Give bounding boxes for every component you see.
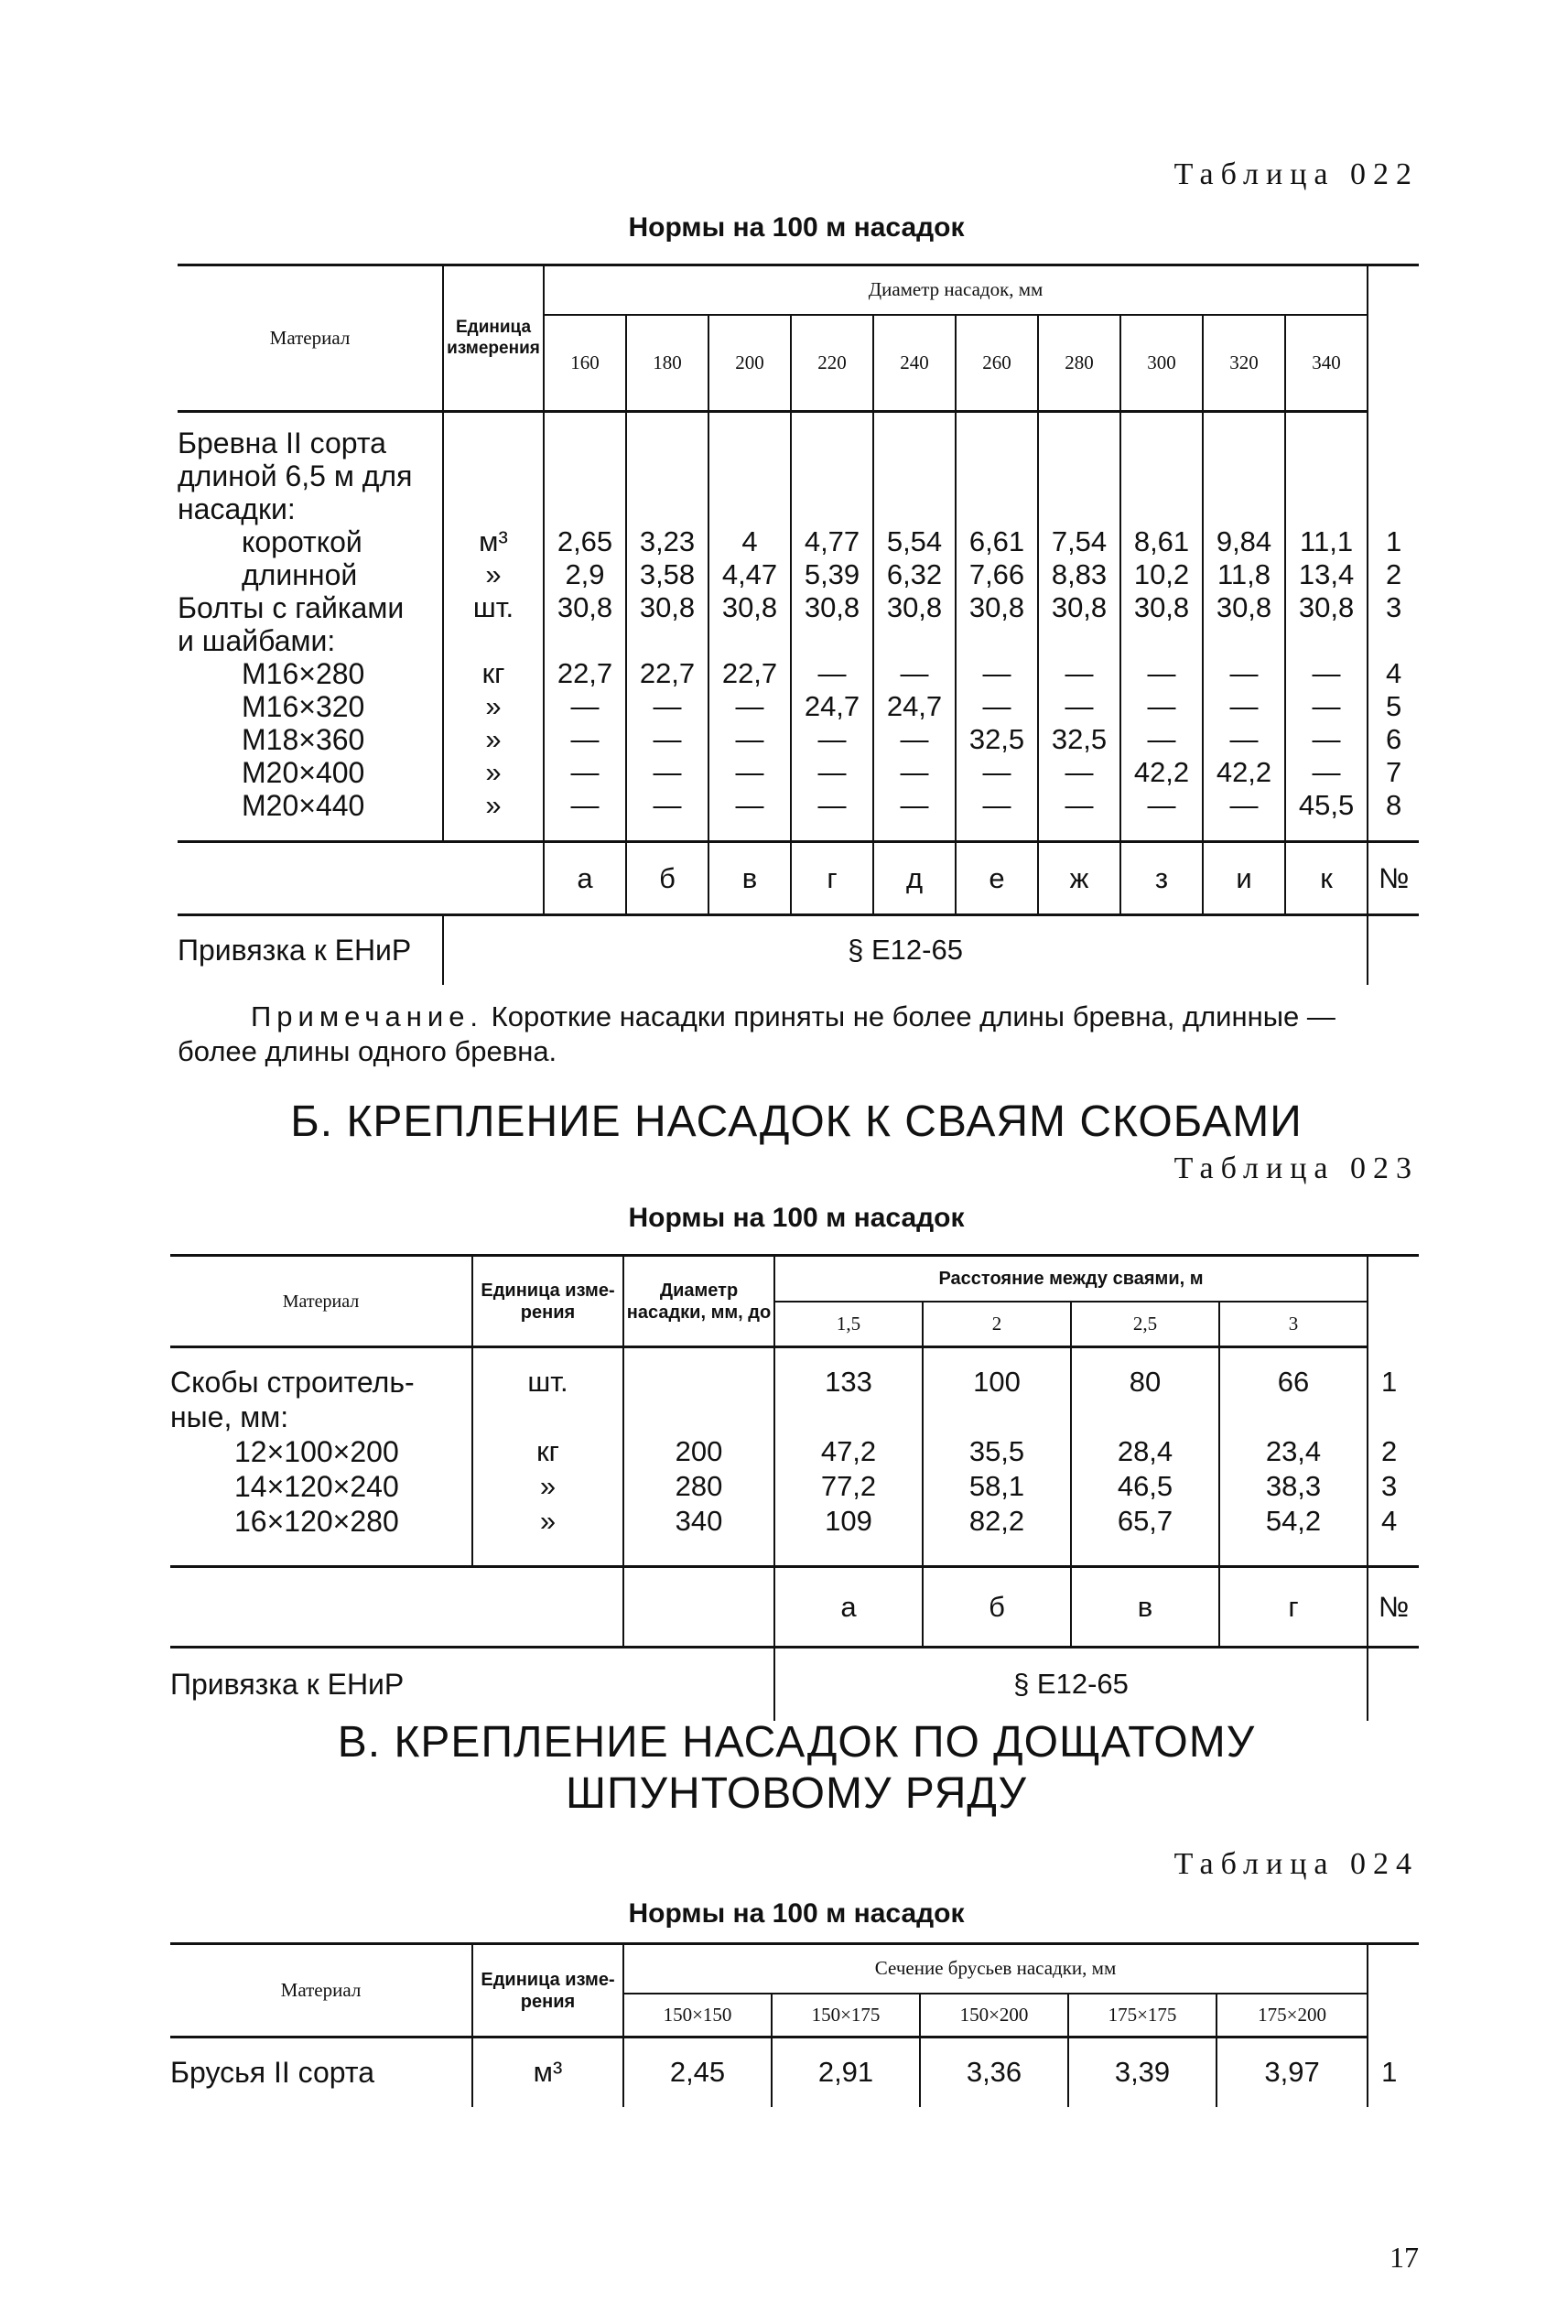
column-letter: б (923, 1567, 1071, 1648)
number-sign: № (1368, 1567, 1419, 1648)
distance-header: 2,5 (1071, 1302, 1219, 1347)
value-cell: — (1038, 690, 1120, 723)
column-letter: б (626, 842, 708, 915)
value-cell: 28,4 (1071, 1435, 1219, 1470)
section-v-heading-line2: ШПУНТОВОМУ РЯДУ (566, 1769, 1027, 1818)
diameter-header: 260 (956, 315, 1038, 412)
value-cell (1120, 624, 1203, 657)
value-cell: 7,54 (1038, 525, 1120, 558)
table-row (170, 1470, 1419, 1505)
value-cell (626, 427, 708, 525)
table-row (170, 1435, 1419, 1470)
unit-cell: » (472, 1470, 623, 1505)
table-row (178, 756, 1419, 789)
table-row (178, 591, 1419, 624)
table-022 (178, 264, 1419, 985)
value-cell: 47,2 (774, 1435, 923, 1470)
unit-cell (443, 624, 544, 657)
unit-cell: шт. (443, 591, 544, 624)
value-cell (1071, 1400, 1219, 1435)
row-number (1368, 427, 1419, 525)
diameter-header: 180 (626, 315, 708, 412)
value-cell: 24,7 (873, 690, 956, 723)
value-cell: — (873, 657, 956, 690)
material-name: М20×400 (178, 756, 443, 789)
value-cell (1219, 1400, 1368, 1435)
reference-row (178, 915, 1419, 985)
column-letter: а (544, 842, 626, 915)
value-cell: — (1120, 789, 1203, 822)
table-row (170, 1400, 1419, 1435)
column-letter: ж (1038, 842, 1120, 915)
value-cell: 32,5 (1038, 723, 1120, 756)
value-cell (1120, 427, 1203, 525)
value-cell: — (1203, 690, 1285, 723)
value-cell: — (873, 756, 956, 789)
diameter-header: 240 (873, 315, 956, 412)
value-cell: 11,1 (1285, 525, 1368, 558)
value-cell: — (1203, 723, 1285, 756)
material-name: ные, мм: (170, 1400, 472, 1435)
value-cell: — (708, 723, 791, 756)
unit-cell: » (443, 690, 544, 723)
letters-row (170, 1567, 1419, 1648)
value-cell: 30,8 (708, 591, 791, 624)
number-sign: № (1368, 842, 1419, 915)
value-cell: — (791, 723, 873, 756)
header-section-group: Сечение брусьев насадки, мм (623, 1944, 1368, 1994)
value-cell: — (544, 756, 626, 789)
value-cell: — (626, 789, 708, 822)
value-cell: 3,58 (626, 558, 708, 591)
material-name: М20×440 (178, 789, 443, 822)
value-cell (1285, 624, 1368, 657)
unit-cell: шт. (472, 1366, 623, 1400)
value-cell: — (626, 756, 708, 789)
table-023-label: Таблица 023 (1173, 1151, 1419, 1185)
value-cell: 3,39 (1068, 2038, 1217, 2107)
value-cell: — (626, 690, 708, 723)
value-cell: — (1285, 690, 1368, 723)
column-letter: г (1219, 1567, 1368, 1648)
value-cell: 30,8 (791, 591, 873, 624)
value-cell: — (1120, 723, 1203, 756)
value-cell: — (956, 789, 1038, 822)
header-diameter: Диаметр насадки, мм, до (623, 1256, 774, 1347)
row-number: 7 (1385, 755, 1402, 788)
value-cell (956, 624, 1038, 657)
diameter-cell (623, 1366, 774, 1400)
header-material: Материал (178, 265, 443, 412)
value-cell: 6,61 (956, 525, 1038, 558)
value-cell: 8,83 (1038, 558, 1120, 591)
column-letter: в (1071, 1567, 1219, 1648)
distance-header: 3 (1219, 1302, 1368, 1347)
section-header: 175×175 (1068, 1994, 1217, 2038)
row-number: 3 (1385, 590, 1402, 623)
value-cell: 2,65 (544, 525, 626, 558)
row-number: 1 (1381, 2055, 1398, 2088)
material-name: 14×120×240 (170, 1470, 472, 1505)
reference-value: § Е12-65 (774, 1648, 1368, 1721)
value-cell: — (1120, 657, 1203, 690)
diameter-header: 160 (544, 315, 626, 412)
value-cell: 2,9 (544, 558, 626, 591)
row-number: 1 (1381, 1365, 1398, 1398)
value-cell (923, 1400, 1071, 1435)
section-header: 175×200 (1217, 1994, 1368, 2038)
value-cell: 4,77 (791, 525, 873, 558)
table-row (178, 624, 1419, 657)
value-cell: 22,7 (544, 657, 626, 690)
column-letter: г (791, 842, 873, 915)
value-cell: 22,7 (626, 657, 708, 690)
value-cell: 8,61 (1120, 525, 1203, 558)
value-cell: — (1285, 657, 1368, 690)
value-cell: — (1285, 756, 1368, 789)
value-cell (1038, 624, 1120, 657)
value-cell: — (1038, 756, 1120, 789)
header-unit: Единица изме-рения (472, 1256, 623, 1347)
value-cell: 80 (1071, 1366, 1219, 1400)
table-row (170, 2038, 1419, 2107)
value-cell: 3,23 (626, 525, 708, 558)
table-row (178, 690, 1419, 723)
reference-value: § Е12-65 (443, 915, 1368, 985)
value-cell: 3,97 (1217, 2038, 1368, 2107)
table-row (170, 1505, 1419, 1540)
value-cell: 30,8 (544, 591, 626, 624)
header-distance-group: Расстояние между сваями, м (774, 1256, 1368, 1302)
table-022-note (178, 1000, 1422, 1069)
material-name: длинной (178, 558, 443, 591)
row-number: 4 (1381, 1504, 1398, 1537)
value-cell: — (956, 756, 1038, 789)
value-cell: — (708, 756, 791, 789)
material-name: Брусья II сорта (170, 2038, 472, 2107)
reference-row (170, 1648, 1419, 1721)
value-cell: 46,5 (1071, 1470, 1219, 1505)
value-cell: 109 (774, 1505, 923, 1540)
value-cell: — (873, 723, 956, 756)
value-cell: — (1038, 789, 1120, 822)
value-cell: 11,8 (1203, 558, 1285, 591)
value-cell: — (1203, 789, 1285, 822)
value-cell (708, 624, 791, 657)
diameter-cell (623, 1400, 774, 1435)
table-row (178, 657, 1419, 690)
value-cell: — (791, 657, 873, 690)
value-cell: 24,7 (791, 690, 873, 723)
row-number: 2 (1381, 1434, 1398, 1467)
value-cell: 30,8 (873, 591, 956, 624)
value-cell (774, 1400, 923, 1435)
value-cell (873, 624, 956, 657)
section-header: 150×150 (623, 1994, 772, 2038)
table-row (178, 789, 1419, 822)
table-row (178, 525, 1419, 558)
material-name: короткой (178, 525, 443, 558)
row-number: 5 (1385, 689, 1402, 722)
value-cell: — (544, 789, 626, 822)
section-header: 150×200 (920, 1994, 1068, 2038)
value-cell: 45,5 (1285, 789, 1368, 822)
distance-header: 2 (923, 1302, 1071, 1347)
unit-cell: » (443, 723, 544, 756)
note-text: Короткие насадки приняты не более длины бревна, длинные — более длины одного бревна. (178, 1000, 1336, 1067)
value-cell: 2,91 (772, 2038, 920, 2107)
value-cell: 9,84 (1203, 525, 1285, 558)
value-cell (1203, 427, 1285, 525)
table-024-title: Нормы на 100 м насадок (628, 1898, 965, 1929)
value-cell: 30,8 (1285, 591, 1368, 624)
value-cell: — (791, 789, 873, 822)
column-letter: а (774, 1567, 923, 1648)
header-unit: Единица изме-рения (472, 1944, 623, 2038)
diameter-header: 280 (1038, 315, 1120, 412)
material-name: Болты с гайками (178, 591, 443, 624)
table-022-label: Таблица 022 (1173, 157, 1419, 191)
material-name: М16×320 (178, 690, 443, 723)
value-cell (956, 427, 1038, 525)
value-cell: 6,32 (873, 558, 956, 591)
diameter-header: 220 (791, 315, 873, 412)
value-cell: 30,8 (956, 591, 1038, 624)
distance-header: 1,5 (774, 1302, 923, 1347)
table-023-title: Нормы на 100 м насадок (628, 1203, 965, 1233)
value-cell: 65,7 (1071, 1505, 1219, 1540)
diameter-header: 200 (708, 315, 791, 412)
value-cell: 23,4 (1219, 1435, 1368, 1470)
diameter-cell: 340 (623, 1505, 774, 1540)
value-cell: 133 (774, 1366, 923, 1400)
table-024-label: Таблица 024 (1173, 1847, 1419, 1881)
value-cell: 54,2 (1219, 1505, 1368, 1540)
diameter-header: 340 (1285, 315, 1368, 412)
material-name: и шайбами: (178, 624, 443, 657)
row-number (1368, 624, 1419, 657)
value-cell: 30,8 (1203, 591, 1285, 624)
row-number: 2 (1385, 557, 1402, 590)
value-cell: 30,8 (626, 591, 708, 624)
row-number: 6 (1385, 722, 1402, 755)
value-cell: 5,39 (791, 558, 873, 591)
note-label: Примечание. (251, 1000, 484, 1032)
value-cell: 10,2 (1120, 558, 1203, 591)
column-letter: и (1203, 842, 1285, 915)
unit-cell: » (443, 756, 544, 789)
unit-cell: кг (472, 1435, 623, 1470)
reference-label: Привязка к ЕНиР (178, 934, 412, 967)
unit-cell: кг (443, 657, 544, 690)
value-cell: 42,2 (1203, 756, 1285, 789)
value-cell (791, 427, 873, 525)
value-cell: 82,2 (923, 1505, 1071, 1540)
row-number: 1 (1385, 524, 1402, 557)
value-cell: — (1285, 723, 1368, 756)
value-cell: 4 (708, 525, 791, 558)
table-row (178, 558, 1419, 591)
table-024 (170, 1942, 1419, 2107)
value-cell (708, 427, 791, 525)
value-cell: 77,2 (774, 1470, 923, 1505)
value-cell: 66 (1219, 1366, 1368, 1400)
row-number (1368, 1400, 1419, 1435)
table-row (178, 723, 1419, 756)
diameter-cell: 200 (623, 1435, 774, 1470)
table-row (170, 1366, 1419, 1400)
diameter-cell: 280 (623, 1470, 774, 1505)
value-cell: 4,47 (708, 558, 791, 591)
value-cell: 7,66 (956, 558, 1038, 591)
value-cell: 38,3 (1219, 1470, 1368, 1505)
unit-cell: » (472, 1505, 623, 1540)
material-name: 12×100×200 (170, 1435, 472, 1470)
page-number: 17 (1390, 2241, 1419, 2274)
unit-cell (443, 427, 544, 525)
value-cell (1285, 427, 1368, 525)
row-number: 3 (1381, 1469, 1398, 1502)
table-023 (170, 1254, 1419, 1721)
value-cell (544, 427, 626, 525)
value-cell: 5,54 (873, 525, 956, 558)
value-cell (873, 427, 956, 525)
material-name: М16×280 (178, 657, 443, 690)
material-name: М18×360 (178, 723, 443, 756)
unit-cell: » (443, 558, 544, 591)
header-material: Материал (170, 1944, 472, 2038)
value-cell: — (1038, 657, 1120, 690)
value-cell: 3,36 (920, 2038, 1068, 2107)
diameter-header: 300 (1120, 315, 1203, 412)
unit-cell (472, 1400, 623, 1435)
column-letter: д (873, 842, 956, 915)
section-header: 150×175 (772, 1994, 920, 2038)
header-material: Материал (170, 1256, 472, 1347)
value-cell: 30,8 (1120, 591, 1203, 624)
value-cell: — (544, 723, 626, 756)
table-022-title: Нормы на 100 м насадок (628, 212, 965, 243)
value-cell (1038, 427, 1120, 525)
section-v-heading-line1: В. КРЕПЛЕНИЕ НАСАДОК ПО ДОЩАТОМУ (337, 1718, 1256, 1767)
section-b-heading: Б. КРЕПЛЕНИЕ НАСАДОК К СВАЯМ СКОБАМИ (290, 1097, 1303, 1146)
value-cell: — (873, 789, 956, 822)
value-cell (791, 624, 873, 657)
value-cell: — (544, 690, 626, 723)
value-cell (1203, 624, 1285, 657)
material-name: Скобы строитель- (170, 1366, 472, 1400)
unit-cell: м³ (443, 525, 544, 558)
value-cell: — (708, 690, 791, 723)
value-cell: — (956, 690, 1038, 723)
value-cell: 58,1 (923, 1470, 1071, 1505)
value-cell: 13,4 (1285, 558, 1368, 591)
column-letter: к (1285, 842, 1368, 915)
unit-cell: м³ (472, 2038, 623, 2107)
value-cell: — (791, 756, 873, 789)
value-cell (544, 624, 626, 657)
reference-label: Привязка к ЕНиР (170, 1668, 405, 1702)
header-unit: Единица измерения (443, 265, 544, 412)
value-cell: 22,7 (708, 657, 791, 690)
letters-row (178, 842, 1419, 915)
table-row (178, 427, 1419, 525)
column-letter: з (1120, 842, 1203, 915)
column-letter: в (708, 842, 791, 915)
value-cell: 100 (923, 1366, 1071, 1400)
value-cell: 35,5 (923, 1435, 1071, 1470)
value-cell: — (1120, 690, 1203, 723)
header-diameter-group: Диаметр насадок, мм (544, 265, 1368, 315)
value-cell: — (1203, 657, 1285, 690)
diameter-header: 320 (1203, 315, 1285, 412)
row-number: 8 (1385, 788, 1402, 821)
value-cell (626, 624, 708, 657)
material-name: 16×120×280 (170, 1505, 472, 1540)
value-cell: 30,8 (1038, 591, 1120, 624)
column-letter: е (956, 842, 1038, 915)
value-cell: 42,2 (1120, 756, 1203, 789)
value-cell: — (626, 723, 708, 756)
unit-cell: » (443, 789, 544, 822)
row-number: 4 (1385, 656, 1402, 689)
value-cell: — (708, 789, 791, 822)
value-cell: 32,5 (956, 723, 1038, 756)
value-cell: — (956, 657, 1038, 690)
value-cell: 2,45 (623, 2038, 772, 2107)
material-name: Бревна II сорта длиной 6,5 м для насадки: (178, 427, 443, 525)
